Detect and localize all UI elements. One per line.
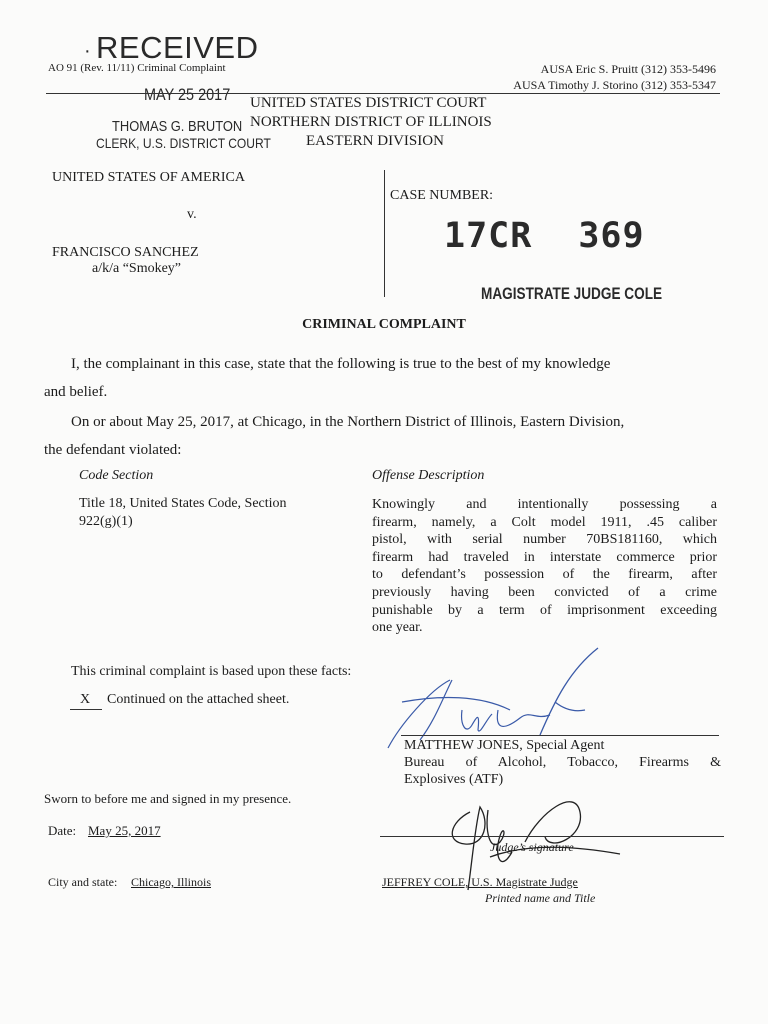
- header-rule: [46, 93, 720, 94]
- offense-description-line: to defendant’s possession of the firearm, after: [372, 567, 717, 583]
- judge-name-title: JEFFREY COLE, U.S. Magistrate Judge: [382, 875, 578, 889]
- judge-signature-label: Judge’s signature: [490, 840, 574, 854]
- case-number-stamp: 17CR 369: [444, 216, 645, 256]
- continued-label: Continued on the attached sheet.: [107, 692, 290, 707]
- offense-description-line: firearm, namely, a Colt model 1911, .45 caliber: [372, 514, 717, 530]
- defendant-alias: a/k/a “Smokey”: [92, 261, 182, 276]
- complainant-name-title: MATTHEW JONES, Special Agent: [404, 738, 605, 753]
- division-name: EASTERN DIVISION: [306, 133, 444, 149]
- form-identifier: AO 91 (Rev. 11/11) Criminal Complaint: [48, 62, 226, 74]
- versus-label: v.: [187, 207, 197, 222]
- ausa-line-2: AUSA Timothy J. Storino (312) 353-5347: [513, 78, 716, 92]
- received-stamp-dot: ·: [84, 40, 91, 62]
- offense-description-line: previously having been convicted of a crime: [372, 584, 717, 600]
- printed-name-label: Printed name and Title: [485, 891, 596, 905]
- paragraph-1-line-1: I, the complainant in this case, state that the following is true to the best of my knowledge: [71, 356, 611, 372]
- paragraph-1-line-2: and belief.: [44, 384, 108, 400]
- court-name: UNITED STATES DISTRICT COURT: [250, 95, 487, 111]
- case-number-label: CASE NUMBER:: [390, 188, 494, 203]
- facts-basis: This criminal complaint is based upon these facts:: [71, 664, 352, 679]
- clerk-title: CLERK, U.S. DISTRICT COURT: [96, 135, 271, 151]
- paragraph-2-line-1: On or about May 25, 2017, at Chicago, in the Northern District of Illinois, Eastern Division,: [71, 414, 625, 430]
- code-section-line-2: 922(g)(1): [79, 514, 133, 529]
- offense-description: [372, 496, 717, 637]
- city-state-value: Chicago, Illinois: [131, 875, 211, 889]
- offense-description-header: Offense Description: [372, 468, 485, 483]
- caption-divider: [384, 170, 385, 297]
- complainant-agency-line-1: Bureau of Alcohol, Tobacco, Firearms &: [404, 755, 721, 770]
- offense-description-line: punishable by a term of imprisonment exceeding: [372, 602, 717, 618]
- date-label: Date:: [48, 823, 77, 838]
- district-name: NORTHERN DISTRICT OF ILLINOIS: [250, 114, 492, 130]
- magistrate-judge-stamp: MAGISTRATE JUDGE COLE: [481, 284, 663, 303]
- city-state-label: City and state:: [48, 875, 118, 889]
- offense-description-line: one year.: [372, 620, 423, 636]
- complainant-signature-line: [401, 735, 719, 736]
- date-value: May 25, 2017: [88, 823, 161, 838]
- judge-signature-line: [380, 836, 724, 837]
- received-stamp-date: MAY 25 2017: [144, 85, 231, 104]
- sworn-statement: Sworn to before me and signed in my presence.: [44, 791, 292, 806]
- code-section-header: Code Section: [79, 468, 154, 483]
- defendant-name: FRANCISCO SANCHEZ: [52, 245, 199, 260]
- offense-description-line: Knowingly and intentionally possessing a: [372, 497, 717, 512]
- continued-checkbox-mark: X: [80, 692, 91, 707]
- ausa-line-1: AUSA Eric S. Pruitt (312) 353-5496: [540, 62, 716, 76]
- complainant-agency-line-2: Explosives (ATF): [404, 772, 504, 787]
- plaintiff-name: UNITED STATES OF AMERICA: [52, 170, 245, 185]
- document-title: CRIMINAL COMPLAINT: [302, 317, 466, 332]
- code-section-line-1: Title 18, United States Code, Section: [79, 496, 287, 511]
- continued-checkbox-line: [70, 709, 102, 710]
- paragraph-2-line-2: the defendant violated:: [44, 442, 182, 458]
- offense-description-line: pistol, with serial number 70BS181160, which: [372, 532, 717, 548]
- received-stamp: RECEIVED: [96, 30, 259, 65]
- clerk-name: THOMAS G. BRUTON: [112, 118, 243, 135]
- offense-description-line: firearm had traveled in interstate commerce prior: [372, 549, 717, 565]
